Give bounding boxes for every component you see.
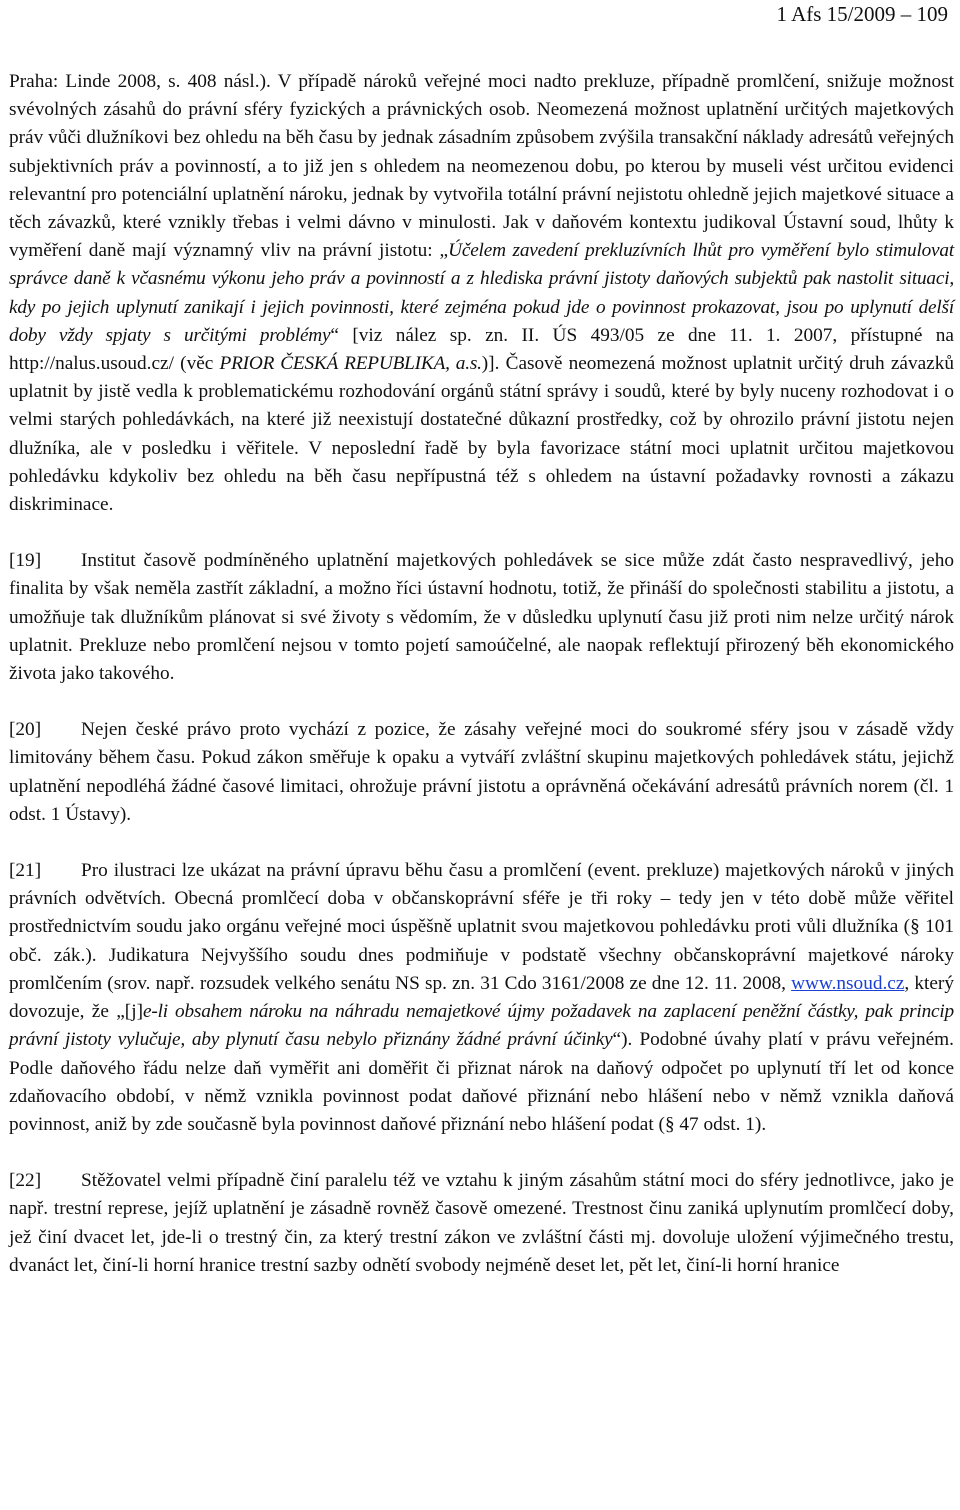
paragraph-text: Stěžovatel velmi případně činí paralelu též ve vztahu k jiným zásahům státní moci do sféry jednotlivce, jako je např. trestní represe, jejíž uplatnění je zásadně rovněž časově omezené. Trestnost činu zaniká uplynutím promlčecí doby, jež činí dvacet let, jde-li o trestný čin, za který trestní zákon ve zvláštní části mj. dovoluje uložení výjimečného trestu, dvanáct let, činí-li horní hranice trestní sazby odnětí svobody nejméně deset let, pět let, činí-li horní hranice (9, 1170, 954, 1276)
quotation-supreme-court: e-li obsahem nároku na náhradu nemajetkové újmy požadavek na zaplacení peněžní částky, pak princip právní jistoty vylučuje, aby plynutí času nebylo přiznány žádné právní účinky (9, 1001, 954, 1051)
paragraph-text: Institut časově podmíněného uplatnění majetkových pohledávek se sice může zdát často nespravedlivý, jeho finalita by však neměla zastřít základní, a možno říci ústavní hodnotu, totiž, že přináší do společnosti stabilitu a jistotu, a umožňuje tak dlužníkům plánovat si své životy s vědomím, že v důsledku uplynutí času již proti nim nelze určitý nárok uplatnit. Prekluze nebo promlčení nejsou v tomto pojetí samoúčelné, ale naopak reflektují přirozený běh ekonomického života jako takového. (9, 550, 954, 685)
paragraph-text: Praha: Linde 2008, s. 408 násl.). V případě nároků veřejné moci nadto prekluze, případně promlčení, snižuje možnost svévolných zásahů do právní sféry fyzických a právnických osob. Neomezená možnost uplatnění určitých majetkových práv vůči dlužníkovi bez ohledu na běh času by jednak zásadním způsobem zvýšila transakční náklady adresátů veřejných subjektivních práv a povinností, a to již jen s ohledem na neomezenou dobu, po kterou by museli vést určitou evidenci relevantní pro potenciální uplatnění nároku, jednak by vytvořila totální právní nejistotu ohledně jejich majetkové situace a těch závazků, které vznikly třebas i velmi dávno v minulosti. Jak v daňovém kontextu judikoval Ústavní soud, lhůty k vyměření daně mají významný vliv na právní jistotu: „ (9, 71, 954, 262)
paragraph-text: Nejen české právo proto vychází z pozice, že zásahy veřejné moci do soukromé sféry jsou v zásadě vždy limitovány během času. Pokud zákon směřuje k opaku a vytváří zvláštní skupinu majetkových pohledávek státu, jejichž uplatnění nepodléhá žádné časové limitaci, ohrožuje právní jistotu a oprávněná očekávání adresátů právních norem (čl. 1 odst. 1 Ústavy). (9, 719, 954, 825)
case-name: PRIOR ČESKÁ REPUBLIKA, a.s. (219, 353, 482, 375)
paragraph-continuation (9, 68, 954, 519)
quotation-constitutional-court: Účelem zavedení prekluzívních lhůt pro vyměření bylo stimulovat správce daně k včasnému výkonu jeho práv a povinností a z hlediska právní jistoty daňových subjektů pak nastolit situaci, kdy po jejich uplynutí zanikají i jejich povinnosti, které zejména pokud jde o povinnost prokazovat, jsou po uplynutí delší doby vždy spjaty s určitými problémy (9, 240, 955, 346)
paragraph-number: [22] (9, 1170, 42, 1192)
paragraph-21 (9, 857, 954, 1139)
paragraph-20 (9, 716, 954, 829)
paragraph-number: [19] (9, 550, 42, 572)
case-page-reference: 1 Afs 15/2009 – 109 (776, 2, 948, 26)
page-header (0, 0, 960, 44)
paragraph-number: [21] (9, 860, 42, 882)
document-body (9, 68, 954, 1280)
paragraph-text: “). Podobné úvahy platí v právu veřejném. Podle daňového řádu nelze daň vyměřit ani doměřit či přiznat nárok na daňový odpočet po uplynutí tří let od konce zdaňovacího období, v němž vznikla povinnost podat daňové přiznání nebo hlášení nebo v němž vznikla daňová povinnost, aniž by zde současně byla povinnost daňové přiznání nebo hlášení podat (§ 47 odst. 1). (9, 1029, 954, 1135)
paragraph-number: [20] (9, 719, 42, 741)
paragraph-text: “ [viz nález sp. zn. II. ÚS 493/05 ze dne 11. 1. 2007, přístupné na http://nalus.usoud.cz/ (věc (9, 324, 954, 375)
nsoud-link[interactable]: www.nsoud.cz (791, 972, 905, 994)
paragraph-19 (9, 547, 954, 688)
paragraph-text: Pro ilustraci lze ukázat na právní úpravu běhu času a promlčení (event. prekluze) majetkových nároků v jiných právních odvětvích. Obecná promlčecí doba v občanskoprávní sféře je tři roky – tedy jen v této době může věřitel prostřednictvím soudu jako orgánu veřejné moci úspěšně uplatnit svou majetkovou pohledávku proti vůli dlužníka (§ 101 obč. zák.). Judikatura Nejvyššího soudu dnes podmiňuje v podstatě všechny občanskoprávní majetkové nároky promlčením (srov. např. rozsudek velkého senátu NS sp. zn. 31 Cdo 3161/2008 ze dne 12. 11. 2008, (9, 860, 954, 994)
paragraph-text: )]. Časově neomezená možnost uplatnit určitý druh závazků uplatnit by jistě vedla k problematickému rozhodování orgánů státní správy i soudů, které by byly nuceny rozhodovat i o velmi starých pohledávkách, na které již neexistují dostatečné důkazní prostředky, což by ohrozilo právní jistotu nejen dlužníka, ale v posledku i věřitele. V neposlední řadě by byla favorizace státní moci uplatnit určitou majetkovou pohledávku kdykoliv bez ohledu na běh času nepřípustná též s ohledem na ústavní požadavky rovnosti a zákazu diskriminace. (9, 353, 954, 516)
paragraph-text: , který dovozuje, že „[j] (9, 972, 954, 1023)
paragraph-22 (9, 1167, 954, 1280)
